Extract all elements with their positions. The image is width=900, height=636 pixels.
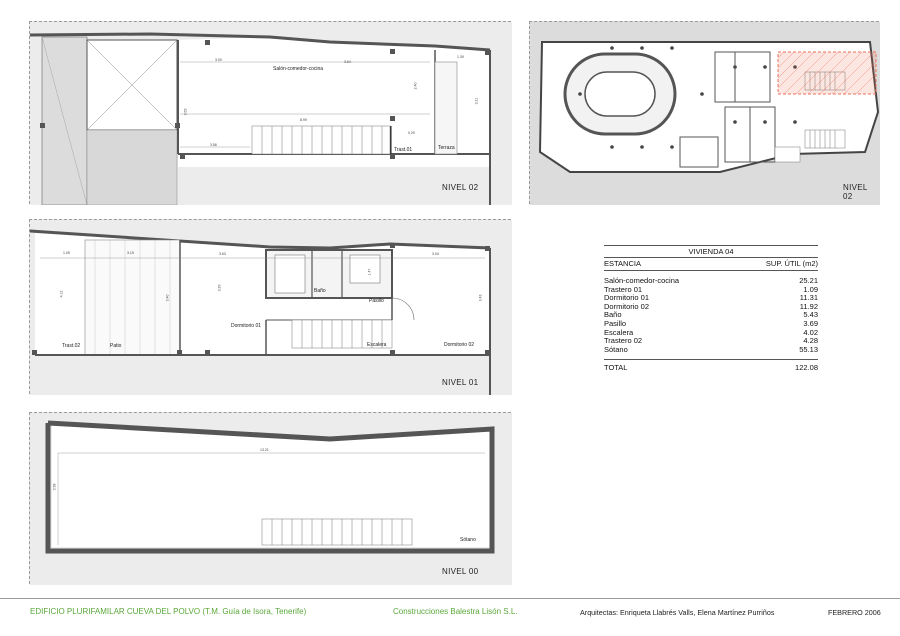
dim-label: 3.63 [183,108,188,116]
plan-nivel-01-drawing [30,220,512,395]
room-bano: Baño [314,288,326,294]
table-row [604,337,818,346]
room-name: Dormitorio 02 [604,301,650,311]
dim-label: 13.21 [260,448,269,452]
dim-label: 1.39 [457,55,464,59]
dim-label: 3.00 [215,58,222,62]
column-header-area: SUP. ÚTIL (m2) [765,259,818,268]
room-dormitorio-02: Dormitorio 02 [444,342,475,348]
title-block-footer [0,598,900,617]
table-row [604,303,818,312]
dim-label: 8.99 [300,118,307,122]
architects-credit: Arquitectas: Enriqueta Llabrés Valls, Elena Martínez Purriños [580,608,775,617]
dim-label: 2.40 [413,82,418,90]
plan-nivel-01 [29,219,511,394]
dim-label: 1.47 [367,268,372,276]
plan-nivel-00 [29,412,511,584]
room-trastero-01: Trast.01 [394,147,413,153]
room-area: 25.21 [799,276,818,285]
dim-label: 3.64 [344,60,351,64]
level-label-nivel-00: NIVEL 00 [442,567,479,576]
room-trastero-02: Trast.02 [62,343,81,349]
room-patio: Patio [110,343,122,349]
room-name: Sótano [604,344,628,354]
room-name: Salón-comedor-cocina [604,276,680,285]
room-area: 5.43 [803,310,818,320]
room-terraza: Terraza [438,145,455,151]
room-area: 55.13 [799,344,818,354]
room-area: 1.09 [803,284,818,294]
plan-nivel-02 [29,21,511,204]
project-title: EDIFICIO PLURIFAMILAR CUEVA DEL POLVO (T.M. Guía de Isora, Tenerife) [30,607,307,616]
area-table-header [604,258,818,271]
room-name: Trastero 01 [604,284,643,294]
dim-label: 3.43 [478,294,483,302]
total-label: TOTAL [604,363,628,373]
room-escalera: Escalera [367,342,387,348]
dim-label: 3.15 [127,251,134,255]
room-name: Escalera [604,327,634,337]
dim-label: 0.29 [408,131,415,135]
area-table-rows [604,271,818,354]
dim-label: 3.63 [219,252,226,256]
dim-label: 3.56 [210,143,217,147]
dim-label: 3.98 [52,483,57,491]
table-row [604,311,818,320]
room-name: Dormitorio 01 [604,293,650,303]
dim-label: 3.29 [217,284,222,292]
site-plan-drawing [530,22,880,205]
room-name: Baño [604,310,622,320]
level-label-nivel-02: NIVEL 02 [442,183,479,192]
room-area: 11.92 [799,301,818,311]
area-table-title: VIVIENDA 04 [604,245,818,258]
room-pasillo: Pasillo [369,298,384,304]
plan-nivel-00-drawing [30,413,512,585]
room-name: Pasillo [604,318,627,328]
dim-label: 3.40 [165,294,170,302]
room-name: Trastero 02 [604,336,643,346]
drawing-date: FEBRERO 2006 [828,608,881,617]
table-row [604,346,818,355]
dim-label: 1.05 [63,251,70,255]
total-value: 122.08 [795,363,818,373]
room-dormitorio-01: Dormitorio 01 [231,323,262,329]
table-row [604,320,818,329]
room-area: 4.02 [803,327,818,337]
plan-nivel-02-drawing [30,22,512,205]
area-table-total [604,359,818,372]
room-salon: Salón-comedor-cocina [273,66,324,72]
area-table [604,245,818,372]
room-sotano: Sótano [460,537,476,543]
dim-label: 4.12 [59,290,64,298]
level-label-nivel-01: NIVEL 01 [442,378,479,387]
site-plan-nivel-02 [529,21,879,204]
level-label-site-nivel-02: NIVEL 02 [843,183,868,201]
room-area: 11.31 [799,293,818,303]
dim-label: 3.21 [474,97,479,105]
room-area: 3.69 [803,318,818,328]
column-header-room: ESTANCIA [604,259,641,268]
dim-label: 3.04 [432,252,439,256]
builder-name: Construcciones Balestra Lisón S.L. [393,607,518,616]
room-area: 4.28 [803,336,818,346]
